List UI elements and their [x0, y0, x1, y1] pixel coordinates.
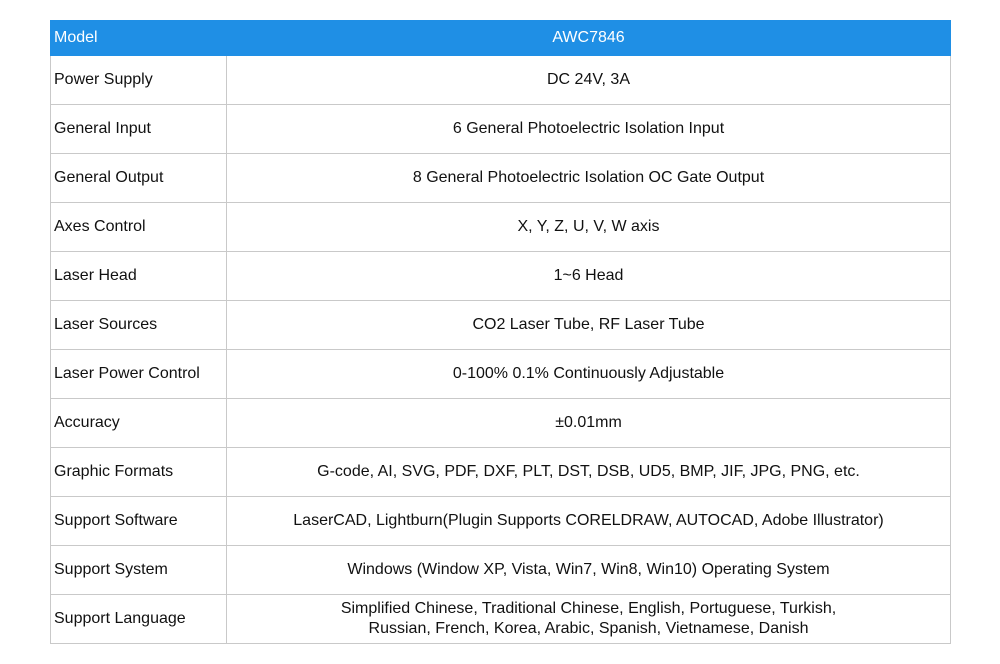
row-value: ±0.01mm	[227, 399, 951, 448]
row-value: 1~6 Head	[227, 252, 951, 301]
table-row	[51, 203, 951, 252]
table-row	[51, 497, 951, 546]
row-label: Support Software	[51, 497, 227, 546]
row-label: Accuracy	[51, 399, 227, 448]
row-value: G-code, AI, SVG, PDF, DXF, PLT, DST, DSB, UD5, BMP, JIF, JPG, PNG, etc.	[227, 448, 951, 497]
row-label: Graphic Formats	[51, 448, 227, 497]
table-row	[51, 252, 951, 301]
table-row	[51, 154, 951, 203]
row-value: LaserCAD, Lightburn(Plugin Supports CORELDRAW, AUTOCAD, Adobe Illustrator)	[227, 497, 951, 546]
row-value-line: Simplified Chinese, Traditional Chinese, English, Portuguese, Turkish,	[340, 600, 837, 617]
row-value: DC 24V, 3A	[227, 56, 951, 105]
row-value: X, Y, Z, U, V, W axis	[227, 203, 951, 252]
row-value: Windows (Window XP, Vista, Win7, Win8, Win10) Operating System	[227, 546, 951, 595]
table-row	[51, 546, 951, 595]
row-label: Support Language	[51, 595, 227, 644]
row-label: General Input	[51, 105, 227, 154]
row-value: 6 General Photoelectric Isolation Input	[227, 105, 951, 154]
table-row	[51, 399, 951, 448]
row-value: 0-100% 0.1% Continuously Adjustable	[227, 350, 951, 399]
row-label: Laser Power Control	[51, 350, 227, 399]
table-row	[51, 301, 951, 350]
row-value: 8 General Photoelectric Isolation OC Gate Output	[227, 154, 951, 203]
row-label: Axes Control	[51, 203, 227, 252]
row-label: Laser Head	[51, 252, 227, 301]
row-value	[227, 595, 951, 644]
table-row	[51, 448, 951, 497]
row-value-line: Russian, French, Korea, Arabic, Spanish, Vietnamese, Danish	[368, 620, 809, 637]
table-row	[51, 595, 951, 644]
header-label-cell: Model	[51, 21, 227, 56]
spec-table	[50, 20, 951, 644]
table-row	[51, 56, 951, 105]
header-value-cell: AWC7846	[227, 21, 951, 56]
row-label: General Output	[51, 154, 227, 203]
row-label: Laser Sources	[51, 301, 227, 350]
row-value: CO2 Laser Tube, RF Laser Tube	[227, 301, 951, 350]
table-header-row	[51, 21, 951, 56]
row-label: Support System	[51, 546, 227, 595]
row-label: Power Supply	[51, 56, 227, 105]
table-row	[51, 350, 951, 399]
table-row	[51, 105, 951, 154]
